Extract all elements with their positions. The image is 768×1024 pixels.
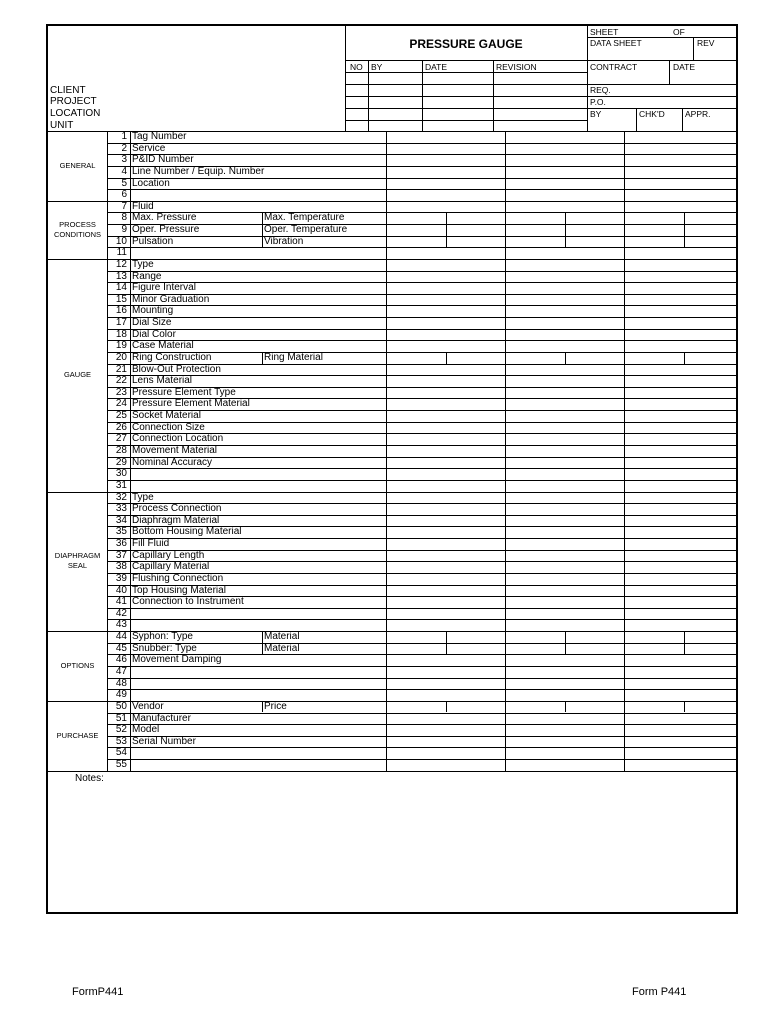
row-number: 18: [115, 328, 127, 340]
row-number: 38: [115, 561, 127, 573]
row-label: Tag Number: [132, 131, 187, 142]
row-label: Figure Interval: [132, 282, 196, 294]
table-row: [107, 271, 736, 283]
row-number: 27: [115, 433, 127, 445]
section-label: OPTIONS: [60, 660, 95, 670]
section-label: GAUGE: [63, 370, 92, 380]
row-label: Service: [132, 142, 166, 154]
row-label: Movement Material: [132, 445, 218, 456]
table-row: [107, 178, 736, 190]
project-label: PROJECT: [50, 96, 97, 107]
row-label: Serial Number: [132, 735, 196, 747]
row-number: 15: [115, 293, 127, 305]
row-label: Dial Color: [132, 328, 176, 340]
row-number: 50: [115, 700, 127, 712]
row-label: Pulsation: [132, 235, 174, 247]
cell-rule: [262, 224, 263, 236]
row-label: Fluid: [132, 200, 154, 212]
section-rule: [48, 492, 107, 493]
form-title: PRESSURE GAUGE: [409, 37, 523, 51]
row-number: 20: [115, 351, 127, 363]
table-row: [107, 701, 736, 713]
row-number: 9: [121, 224, 127, 236]
table-row: [107, 131, 736, 143]
row-number: 3: [121, 154, 127, 166]
table-row: [107, 550, 736, 562]
row-label: Mounting: [132, 305, 174, 317]
table-row: [107, 422, 736, 434]
header-rule: [345, 108, 587, 109]
cell-rule: [684, 212, 685, 224]
row-number: 19: [115, 340, 127, 352]
table-row: [107, 445, 736, 457]
row-number: 36: [115, 538, 127, 550]
cell-rule: [565, 236, 566, 248]
row-number: 11: [116, 247, 127, 259]
cell-rule: [684, 643, 685, 655]
row-label: Process Connection: [132, 503, 222, 515]
row-number: 45: [115, 642, 127, 654]
row-label: Connection to Instrument: [132, 596, 244, 608]
row-label: Type: [132, 258, 154, 270]
row-number: 22: [115, 375, 127, 387]
row-label: Fill Fluid: [132, 538, 170, 550]
header-rule: [345, 96, 587, 97]
cell-rule: [262, 701, 263, 713]
row-number: 40: [115, 584, 127, 596]
cell-rule: [684, 352, 685, 364]
row-number: 14: [115, 282, 127, 294]
row-label: Pressure Element Type: [132, 386, 236, 398]
appr-label: APPR.: [685, 109, 711, 119]
row-label: Top Housing Material: [132, 584, 226, 596]
of-label: OF: [673, 27, 685, 37]
table-row: [107, 631, 736, 643]
header-divider: [636, 108, 637, 131]
table-row: [107, 492, 736, 504]
table-row: [107, 538, 736, 550]
row-label-secondary: Vibration: [264, 235, 304, 247]
row-label: Connection Size: [132, 421, 205, 433]
table-row: [107, 747, 736, 759]
row-label-secondary: Price: [264, 700, 287, 712]
table-row: [107, 375, 736, 387]
row-label-secondary: Material: [264, 642, 300, 654]
cell-rule: [446, 352, 447, 364]
row-number: 47: [115, 665, 127, 677]
table-row: [107, 398, 736, 410]
table-row: [107, 596, 736, 608]
table-row: [107, 317, 736, 329]
row-number: 25: [115, 410, 127, 422]
section-label: GENERAL: [59, 160, 96, 170]
row-label: Pressure Element Material: [132, 398, 250, 410]
row-label: Syphon: Type: [132, 631, 193, 643]
row-label: Capillary Material: [132, 561, 210, 573]
row-label-secondary: Oper. Temperature: [264, 224, 348, 236]
table-row: [107, 166, 736, 178]
table-row: [107, 305, 736, 317]
cell-rule: [684, 236, 685, 248]
table-row: [107, 585, 736, 597]
table-row: [107, 410, 736, 422]
row-label: Diaphragm Material: [132, 514, 220, 526]
cell-rule: [446, 631, 447, 643]
row-label: Ring Construction: [132, 351, 212, 363]
header-rule: [345, 60, 587, 61]
header-rule: [587, 96, 737, 97]
table-row: [107, 573, 736, 585]
row-number: 43: [115, 619, 127, 631]
cell-rule: [446, 212, 447, 224]
row-label: Oper. Pressure: [132, 224, 200, 236]
cell-rule: [446, 236, 447, 248]
row-label: Snubber: Type: [132, 642, 197, 654]
table-row: [107, 201, 736, 213]
table-row: [107, 678, 736, 690]
row-number: 16: [115, 305, 127, 317]
rev-col-revision: REVISION: [496, 62, 537, 72]
row-number: 23: [115, 386, 127, 398]
row-number: 4: [121, 165, 127, 177]
row-number: 12: [115, 258, 127, 270]
table-row: [107, 526, 736, 538]
table-row: [107, 468, 736, 480]
table-row: [107, 689, 736, 701]
row-number: 1: [121, 131, 127, 142]
table-row: [107, 736, 736, 748]
row-label-secondary: Max. Temperature: [264, 212, 345, 224]
row-label: Bottom Housing Material: [132, 526, 242, 538]
cell-rule: [565, 643, 566, 655]
row-label: Flushing Connection: [132, 572, 224, 584]
row-label: Minor Graduation: [132, 293, 210, 305]
cell-rule: [565, 352, 566, 364]
table-row: [107, 503, 736, 515]
section-rule: [48, 259, 107, 260]
cell-rule: [684, 701, 685, 713]
table-row: [107, 329, 736, 341]
table-row: [107, 759, 736, 771]
table-row: [107, 259, 736, 271]
row-label: Capillary Length: [132, 549, 205, 561]
header-rule: [587, 60, 737, 61]
table-row: [107, 724, 736, 736]
header-divider: [422, 60, 423, 131]
cell-rule: [684, 631, 685, 643]
table-row: [107, 666, 736, 678]
cell-rule: [446, 701, 447, 713]
section-rule: [48, 701, 107, 702]
unit-label: UNIT: [50, 120, 74, 131]
notes-label: Notes:: [75, 773, 104, 784]
header-divider: [493, 60, 494, 131]
row-label: Manufacturer: [132, 712, 191, 724]
rev-col-date: DATE: [425, 62, 448, 72]
table-row: [107, 608, 736, 620]
contract-label: CONTRACT: [590, 62, 638, 72]
req-label: REQ.: [590, 85, 611, 95]
row-label: P&ID Number: [132, 154, 194, 166]
table-row: [107, 654, 736, 666]
rev-label: REV: [697, 38, 715, 48]
row-rule: [107, 771, 736, 772]
row-label: Type: [132, 491, 154, 503]
table-row: [107, 212, 736, 224]
row-number: 44: [115, 631, 127, 643]
row-number: 8: [121, 212, 127, 224]
header-rule: [345, 84, 587, 85]
row-label: Socket Material: [132, 410, 201, 422]
row-number: 31: [115, 479, 127, 491]
table-row: [107, 282, 736, 294]
row-label: Range: [132, 270, 162, 282]
row-label: Blow-Out Protection: [132, 363, 221, 375]
data-sheet-label: DATA SHEET: [590, 38, 642, 48]
row-number: 6: [121, 189, 127, 201]
table-row: [107, 352, 736, 364]
table-row: [107, 189, 736, 201]
cell-rule: [565, 224, 566, 236]
table-row: [107, 294, 736, 306]
chkd-label: CHK'D: [639, 109, 665, 119]
cell-rule: [262, 212, 263, 224]
table-row: [107, 457, 736, 469]
row-number: 2: [121, 142, 127, 154]
table-row: [107, 247, 736, 259]
row-number: 28: [115, 445, 127, 456]
row-label: Lens Material: [132, 375, 193, 387]
rev-col-by: BY: [371, 62, 383, 72]
cell-rule: [565, 701, 566, 713]
row-number: 34: [115, 514, 127, 526]
row-label: Dial Size: [132, 317, 172, 329]
cell-rule: [684, 224, 685, 236]
section-label: PROCESS CONDITIONS: [53, 219, 102, 239]
header-rule: [345, 72, 587, 73]
header-rule: [345, 120, 587, 121]
row-number: 26: [115, 421, 127, 433]
row-number: 32: [115, 491, 127, 503]
row-number: 5: [121, 177, 127, 189]
row-label: Location: [132, 177, 170, 189]
row-number: 49: [115, 689, 127, 701]
row-number: 17: [115, 317, 127, 329]
table-row: [107, 561, 736, 573]
section-rule: [48, 201, 107, 202]
rev-col-no: NO: [350, 62, 363, 72]
cell-rule: [262, 236, 263, 248]
row-label: Movement Damping: [132, 654, 222, 666]
row-number: 13: [115, 270, 127, 282]
row-number: 37: [115, 549, 127, 561]
row-number: 10: [115, 235, 127, 247]
row-label: Case Material: [132, 340, 194, 352]
row-number: 53: [115, 735, 127, 747]
section-label: DIAPHRAGM SEAL: [54, 551, 101, 571]
header-divider: [368, 60, 369, 131]
row-label: Model: [132, 724, 160, 736]
row-label-secondary: Material: [264, 631, 300, 643]
location-label: LOCATION: [50, 108, 101, 119]
table-row: [107, 236, 736, 248]
table-row: [107, 340, 736, 352]
table-row: [107, 643, 736, 655]
table-row: [107, 433, 736, 445]
section-rule: [48, 631, 107, 632]
row-number: 29: [115, 456, 127, 468]
cell-rule: [565, 631, 566, 643]
row-label: Nominal Accuracy: [132, 456, 213, 468]
cell-rule: [565, 212, 566, 224]
table-row: [107, 515, 736, 527]
row-number: 51: [115, 712, 127, 724]
table-row: [107, 713, 736, 725]
row-label: Max. Pressure: [132, 212, 197, 224]
table-row: [107, 387, 736, 399]
cell-rule: [262, 631, 263, 643]
row-number: 54: [115, 747, 127, 759]
table-row: [107, 224, 736, 236]
table-row: [107, 619, 736, 631]
po-label: P.O.: [590, 97, 606, 107]
table-row: [107, 143, 736, 155]
section-label: PURCHASE: [56, 730, 99, 740]
cell-rule: [446, 224, 447, 236]
table-row: [107, 364, 736, 376]
row-label-secondary: Ring Material: [264, 351, 323, 363]
client-label: CLIENT: [50, 85, 86, 96]
header-divider: [587, 26, 588, 131]
row-number: 24: [115, 398, 127, 410]
row-number: 7: [121, 200, 127, 212]
cell-rule: [262, 352, 263, 364]
header-divider: [682, 108, 683, 131]
row-number: 30: [115, 468, 127, 480]
cell-rule: [262, 643, 263, 655]
row-number: 42: [115, 607, 127, 619]
row-number: 33: [115, 503, 127, 515]
sheet-label: SHEET: [590, 27, 619, 37]
row-label: Connection Location: [132, 433, 224, 445]
header-divider: [669, 60, 670, 84]
row-number: 46: [115, 654, 127, 666]
row-number: 39: [115, 572, 127, 584]
row-label: Vendor: [132, 700, 164, 712]
row-number: 35: [115, 526, 127, 538]
cell-rule: [446, 643, 447, 655]
header-divider: [693, 37, 694, 60]
row-number: 48: [115, 677, 127, 689]
section-rule: [48, 771, 107, 772]
footer-form-left: FormP441: [72, 986, 124, 998]
table-row: [107, 154, 736, 166]
by-label: BY: [590, 109, 602, 119]
table-row: [107, 480, 736, 492]
footer-form-right: Form P441: [632, 986, 687, 998]
row-label: Line Number / Equip. Number: [132, 165, 265, 177]
row-number: 41: [115, 596, 127, 608]
row-number: 21: [115, 363, 127, 375]
date-label: DATE: [673, 62, 696, 72]
row-number: 55: [115, 759, 127, 771]
row-number: 52: [115, 724, 127, 736]
